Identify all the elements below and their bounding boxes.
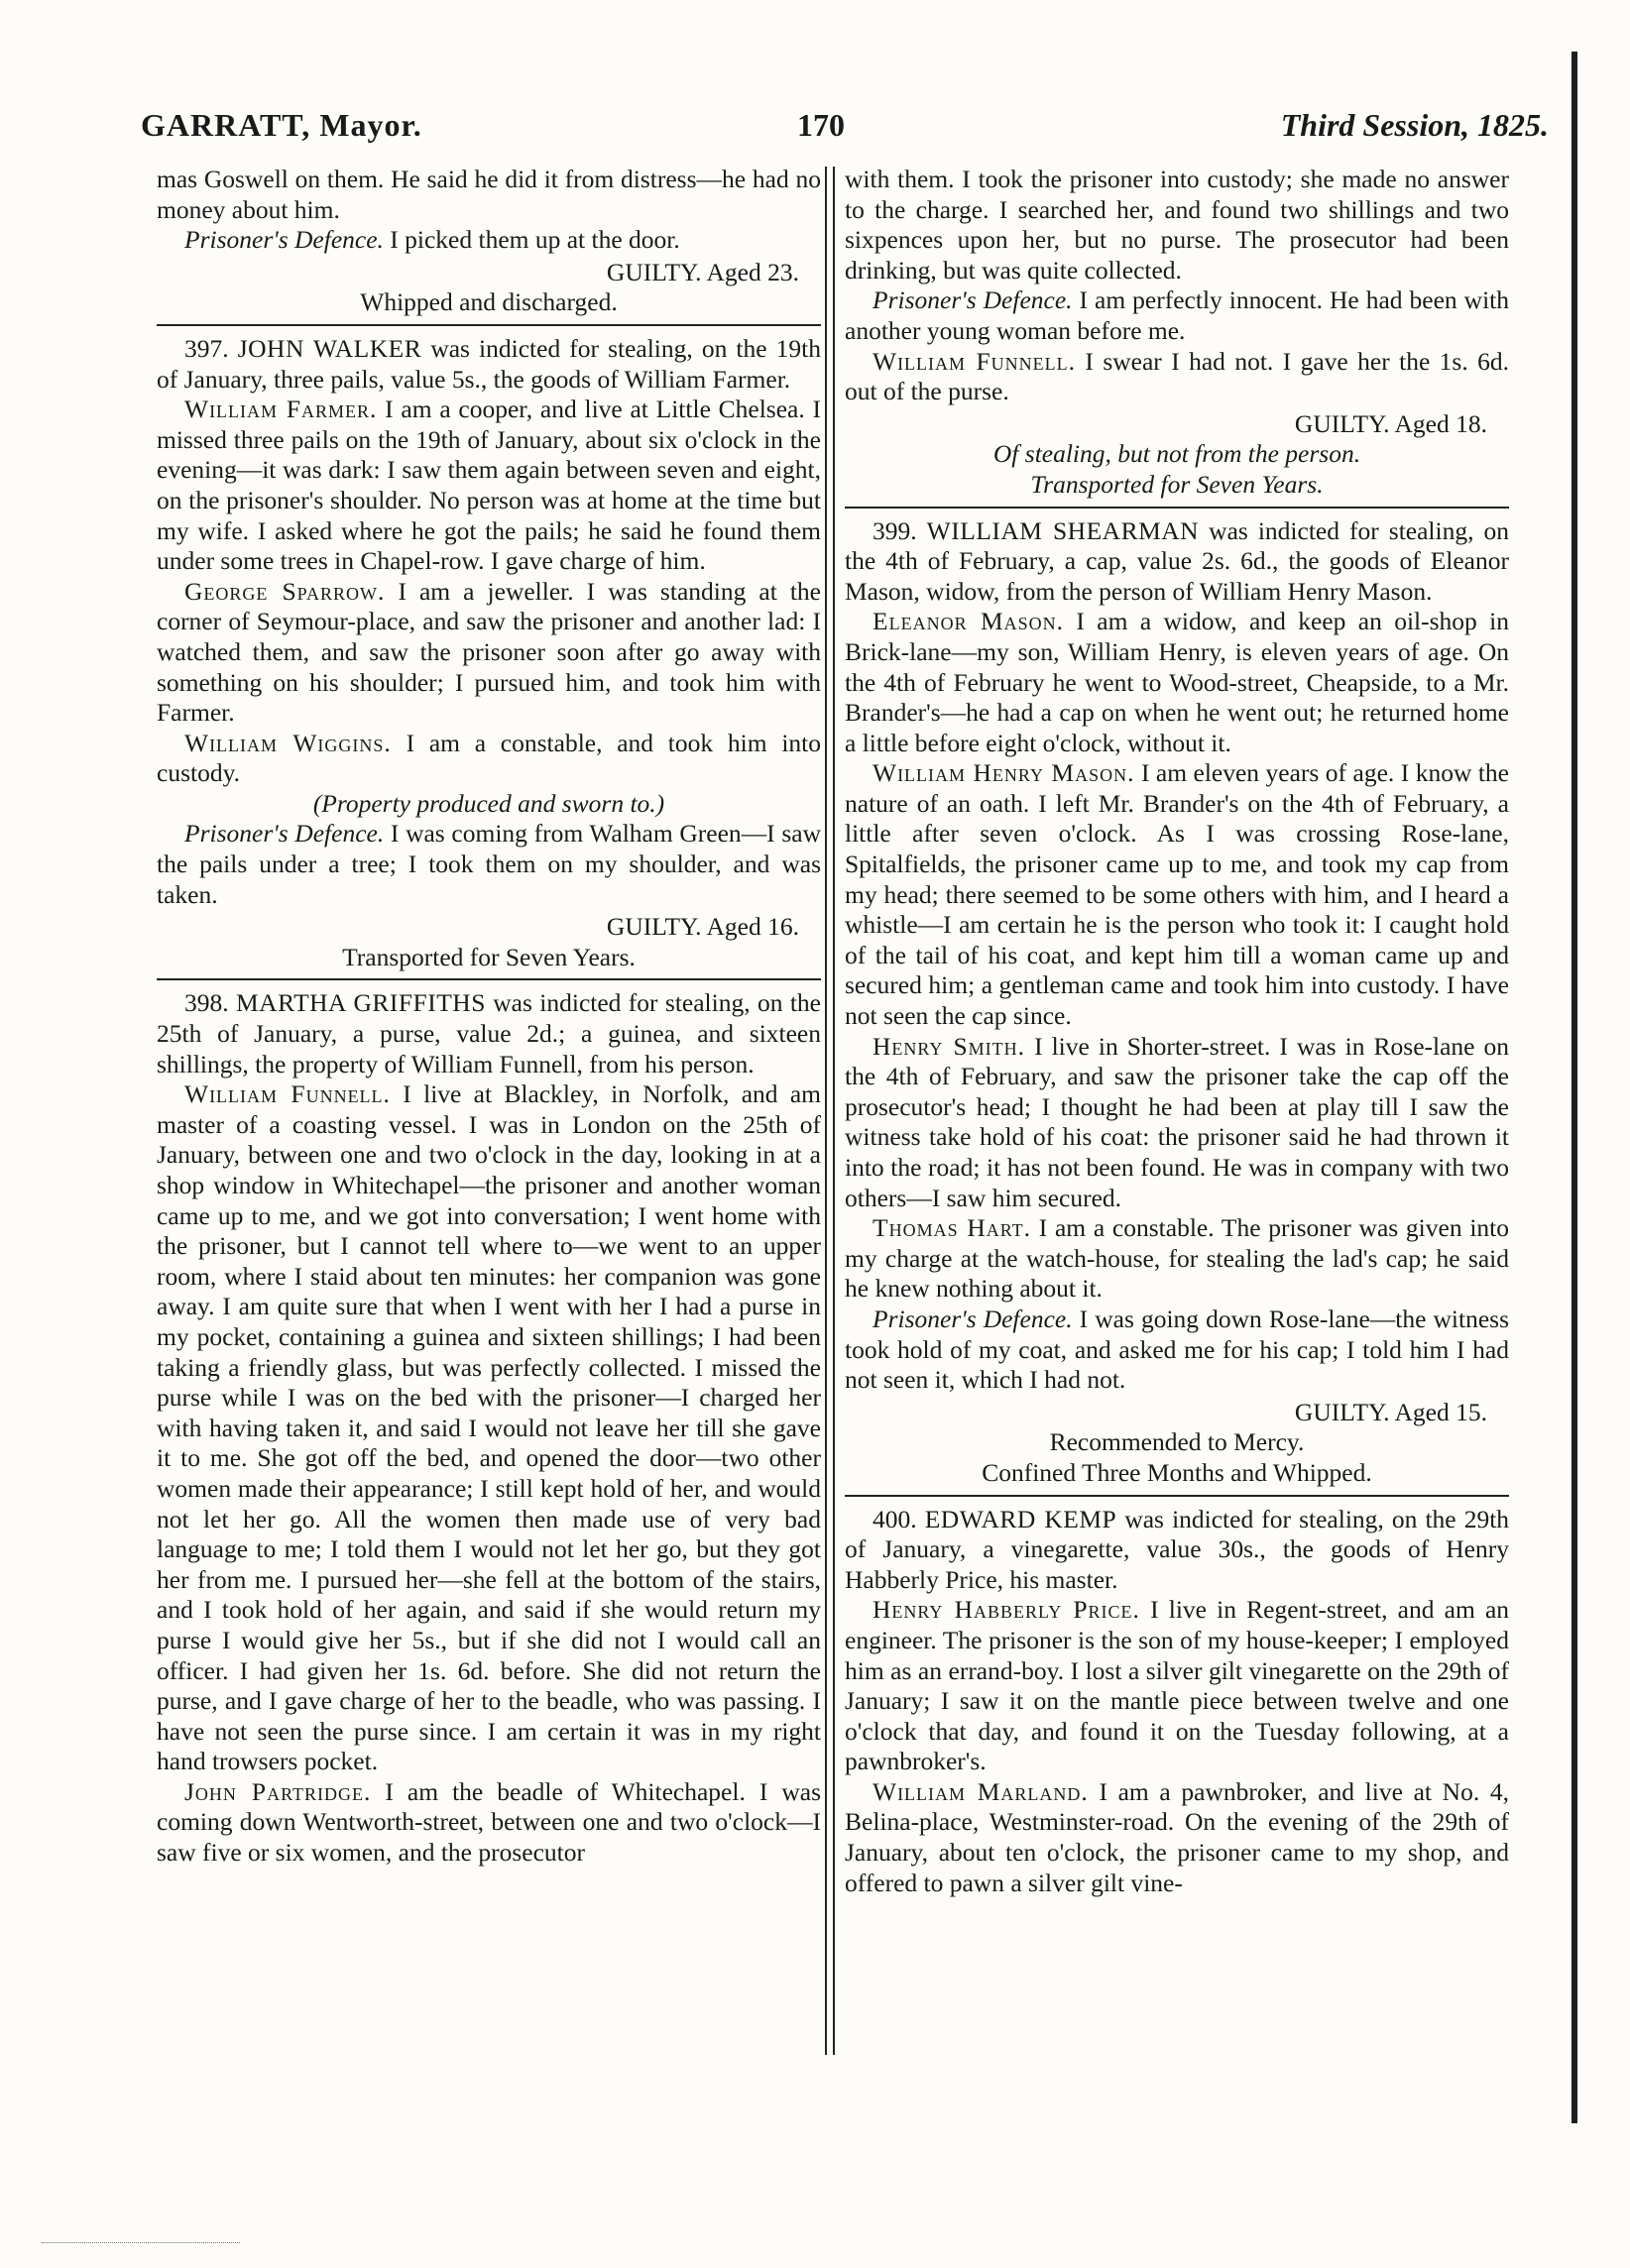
defence-paragraph (845, 1304, 1509, 1396)
sentence: Recommended to Mercy. (1049, 1427, 1305, 1457)
case-number: 399. (873, 515, 917, 545)
testimony (157, 577, 821, 729)
defence-text: I am perfectly innocent. He had been with another young woman before me. (845, 285, 1509, 345)
testimony-text: I am the beadle of Whitechapel. I was coming down Wentworth-street, between one and two o'clock—I saw five or six women, and the prosecutor (157, 1776, 821, 1868)
witness-name: Thomas Hart. (873, 1213, 1032, 1243)
case-number: 397. (184, 333, 229, 363)
verdict: GUILTY. Aged 18. (1294, 408, 1487, 438)
left-column (157, 165, 821, 2058)
sentence: Transported for Seven Years. (1030, 469, 1324, 499)
defence-label: Prisoner's Defence. (873, 285, 1073, 315)
case-397 (157, 334, 821, 395)
testimony (845, 1032, 1509, 1214)
header-right: Third Session, 1825. (1280, 107, 1549, 143)
witness-name: William Henry Mason. (873, 758, 1135, 788)
testimony (845, 1777, 1509, 1898)
testimony (157, 1079, 821, 1777)
verdict: GUILTY. Aged 16. (606, 912, 799, 942)
case-number: 400. (873, 1504, 917, 1533)
sentence: Whipped and discharged. (360, 287, 618, 317)
prisoner-name: EDWARD KEMP (924, 1504, 1117, 1533)
defence-paragraph (157, 225, 821, 256)
witness-name: George Sparrow. (184, 576, 386, 606)
charge-text: was indicted for stealing, on the 4th of February, a cap, value 2s. 6d., the goods of Eleanor Mason, widow, from the person of William Henry Mason. (845, 515, 1509, 606)
defence-paragraph (845, 285, 1509, 346)
charge-text: was indicted for stealing, on the 25th of January, a purse, value 2d.; a guinea, and sixteen shillings, the property of William Funnell, from his person. (157, 988, 821, 1078)
defence-text: I was coming from Walham Green—I saw the pails under a tree; I took them on my shoulder, and was taken. (157, 819, 821, 909)
testimony-text: I swear I had not. I gave her the 1s. 6d. out of the purse. (845, 346, 1509, 406)
witness-name: William Farmer. (184, 395, 378, 424)
testimony (845, 1595, 1509, 1777)
binding-edge (1572, 52, 1577, 2123)
testimony (845, 758, 1509, 1031)
defence-label: Prisoner's Defence. (184, 819, 385, 849)
section-rule (157, 978, 821, 980)
testimony (157, 395, 821, 577)
defence-label: Prisoner's Defence. (184, 225, 384, 255)
testimony-text: I live at Blackley, in Norfolk, and am master of a coasting vessel. I was in London on the 25th of January, between one and two o'clock in the day, looking in at a shop window in Whitechapel—the prisoner and another woman came up to me, and we got into conversation; I went home with the prisoner, but I cannot tell where to—we went to an upper room, where I staid about ten minutes: her companion was gone away. I am quite sure that when I went with her I had a purse in my pocket, containing a guinea and sixteen shillings; I had been taking a friendly glass, but was perfectly collected. I missed the purse while I was on the bed with the prisoner—I charged her with having taken it, and said I would not leave her till she gave it to me. She got off the bed, and opened the door—two other women made their appearance; I still kept hold of her, and would not let her go. All the women then made use of very bad language to me; I told them I would not let her go, but they got her from me. I pursued her—she fell at the bottom of the stairs, and I took hold of her again, and said if she would return my purse I would give her 5s., but if she did not I would call an officer. I had given her 1s. 6d. before. She did not return the purse, and I gave charge of her to the beadle, who was passing. I have not seen the purse since. I am certain it was in my right hand trowsers pocket. (157, 1079, 821, 1776)
case-number: 398. (184, 988, 229, 1018)
witness-name: William Funnell. (873, 346, 1076, 376)
testimony-text: I am a pawnbroker, and live at No. 4, Belina-place, Westminster-road. On the evening of the 29th of January, about ten o'clock, the prisoner came to my shop, and offered to pawn a silver gilt vine- (845, 1776, 1509, 1897)
defence-paragraph (157, 819, 821, 910)
charge-text: was indicted for stealing, on the 29th of January, a vinegarette, value 30s., the goods of Henry Habberly Price, his master. (845, 1504, 1509, 1594)
case-399 (845, 516, 1509, 608)
prisoner-name: MARTHA GRIFFITHS (236, 988, 486, 1018)
witness-name: Henry Habberly Price. (873, 1595, 1140, 1625)
scan-edge-mark (42, 2242, 240, 2243)
sentence: Confined Three Months and Whipped. (982, 1457, 1372, 1487)
witness-name: William Wiggins. (184, 728, 392, 757)
testimony (845, 347, 1509, 407)
testimony (845, 1213, 1509, 1304)
witness-name: William Marland. (873, 1776, 1089, 1806)
witness-name: Henry Smith. (873, 1031, 1026, 1061)
evidence-note: (Property produced and sworn to.) (312, 788, 665, 818)
page-number: 170 (797, 107, 845, 143)
running-header (141, 107, 1549, 151)
witness-name: William Funnell. (184, 1079, 391, 1109)
defence-text: I was going down Rose-lane—the witness took hold of my coat, and asked me for his cap; I told him I had not seen it, which I had not. (845, 1304, 1509, 1395)
testimony-text: I live in Shorter-street. I was in Rose-lane on the 4th of February, and saw the prisoner take the cap off the prosecutor's head; I thought he had been at play till I saw the witness take hold of his coat: the prisoner said he had thrown it into the road; it has not been found. He was in company with two others—I saw him secured. (845, 1031, 1509, 1212)
testimony-text: I am a constable, and took him into custody. (157, 728, 821, 788)
prisoner-name: WILLIAM SHEARMAN (926, 515, 1200, 545)
charge-text: was indicted for stealing, on the 19th of January, three pails, value 5s., the goods of William Farmer. (157, 333, 821, 394)
column-divider (825, 167, 835, 2055)
testimony-text: I am a widow, and keep an oil-shop in Brick-lane—my son, William Henry, is eleven years of age. On the 4th of February he went to Wood-street, Cheapside, to a Mr. Brander's—he had a cap on when he went out; he returned home a little before eight o'clock, without it. (845, 607, 1509, 757)
testimony-text: I am a jeweller. I was standing at the corner of Seymour-place, and saw the prisoner and another lad: I watched them, and saw the prisoner soon after go away with something on his shoulder; I pursued him, and took him with Farmer. (157, 576, 821, 728)
section-rule (845, 507, 1509, 509)
testimony-text: I am eleven years of age. I know the nature of an oath. I left Mr. Brander's on the 4th of February, a little after seven o'clock. As I was crossing Rose-lane, Spitalfields, the prisoner came up to me, and took my cap from my head; there seemed to be some others with him, and I heard a whistle—I am certain he is the person who took it: I caught hold of the tail of his coat, and kept him till a woman came up and secured him; a gentleman came and took him into custody. I have not seen the cap since. (845, 758, 1509, 1031)
witness-name: Eleanor Mason. (873, 607, 1065, 636)
testimony (157, 1777, 821, 1869)
defence-text: I picked them up at the door. (390, 225, 680, 255)
defence-label: Prisoner's Defence. (873, 1304, 1073, 1333)
verdict: GUILTY. Aged 23. (606, 257, 799, 286)
prisoner-name: JOHN WALKER (237, 333, 422, 363)
section-rule (845, 1495, 1509, 1497)
sentence: Transported for Seven Years. (342, 942, 636, 971)
testimony (157, 729, 821, 789)
continued-text: mas Goswell on them. He said he did it from distress—he had no money about him. (157, 165, 821, 224)
section-rule (157, 324, 821, 326)
witness-name: John Partridge. (184, 1776, 372, 1806)
case-398 (157, 988, 821, 1079)
testimony-text: I am a cooper, and live at Little Chelsea. I missed three pails on the 19th of January, about six o'clock in the evening—it was dark: I saw them again between seven and eight, on the prisoner's shoulder. No person was at home at the time but my wife. I asked where he got the pails; he said he found them under some trees in Chapel-row. I gave charge of him. (157, 395, 821, 576)
right-column (845, 165, 1509, 2058)
case-400 (845, 1505, 1509, 1596)
header-left: GARRATT, Mayor. (141, 107, 422, 143)
testimony-text: I live in Regent-street, and am an engineer. The prisoner is the son of my house-keeper; I employed him as an errand-boy. I lost a silver gilt vinegarette on the 29th of January; I saw it on the mantle piece between twelve and one o'clock that day, and found it on the Tuesday following, at a pawnbroker's. (845, 1595, 1509, 1776)
continued-text: with them. I took the prisoner into custody; she made no answer to the charge. I searched her, and found two shillings and two sixpences upon her, but no purse. The prosecutor had been drinking, but was quite collected. (845, 165, 1509, 284)
testimony-text: I am a constable. The prisoner was given into my charge at the watch-house, for stealing the lad's cap; he said he knew nothing about it. (845, 1213, 1509, 1304)
verdict: GUILTY. Aged 15. (1294, 1397, 1487, 1426)
testimony (845, 607, 1509, 758)
sentence: Of stealing, but not from the person. (992, 439, 1361, 469)
